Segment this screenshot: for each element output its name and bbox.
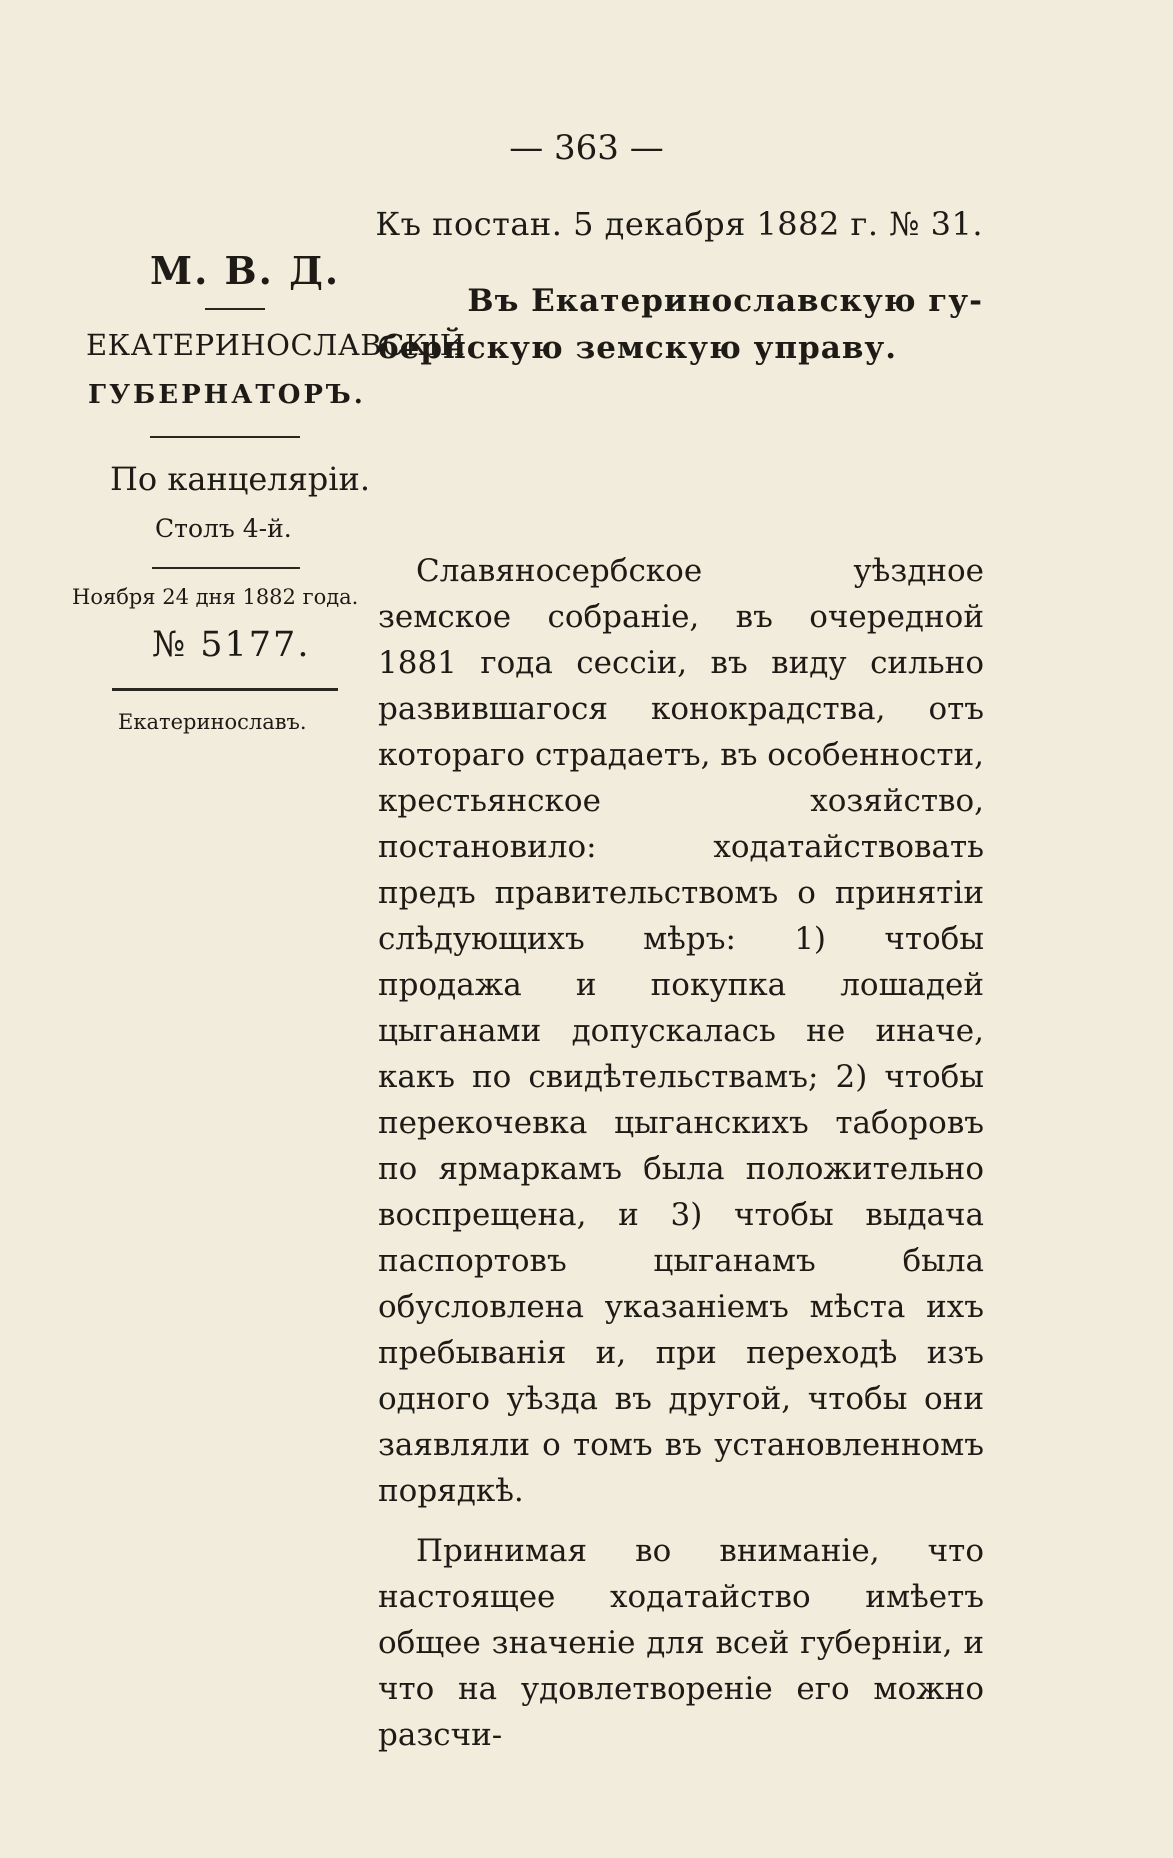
desk-number: Столъ 4-й. [155,514,292,543]
divider [152,567,300,569]
recipient-line2: бернскую земскую управу. [378,330,898,366]
resolution-reference: Къ постан. 5 декабря 1882 г. № 31. [375,205,983,243]
document-date: Ноября 24 дня 1882 года. [72,585,359,609]
recipient-line1: Въ Екатеринославскую гу- [467,283,983,319]
document-number: № 5177. [152,625,311,665]
governor-title-line2: ГУБЕРНАТОРЪ. [88,380,366,410]
governor-title-line1: ЕКАТЕРИНОСЛАВСКІЙ [86,328,466,362]
divider [150,436,300,438]
ministry-abbreviation: М. В. Д. [150,248,341,293]
divider [205,308,265,310]
page-number: — 363 — [509,128,664,168]
city-name: Екатеринославъ. [118,710,307,734]
divider [112,688,338,691]
paragraph: Принимая во вниманіе, что настоящее ходатайство имѣетъ общее значеніе для всей губерніи, и что на удовлетвореніе его можно разсчи- [378,1533,984,1753]
office-name: По канцеляріи. [110,460,370,498]
letter-body [378,548,984,1758]
paragraph: Славяносербское уѣздное земское собраніе, въ очередной 1881 года сессіи, въ виду сильно развившагося конокрадства, отъ котораго страдаетъ, въ особенности, крестьянское хозяйство, постановило: ходатайствовать предъ правительствомъ о принятіи слѣдующихъ мѣръ: 1) чтобы продажа и покупка лошадей цыганами допускалась не иначе, какъ по свидѣтельствамъ; 2) чтобы перекочевка цыганскихъ таборовъ по ярмаркамъ была положительно воспрещена, и 3) чтобы выдача паспортовъ цыганамъ была обусловлена указаніемъ мѣста ихъ пребыванія и, при переходѣ изъ одного уѣзда въ другой, чтобы они заявляли о томъ въ установленномъ порядкѣ. [378,553,985,1509]
